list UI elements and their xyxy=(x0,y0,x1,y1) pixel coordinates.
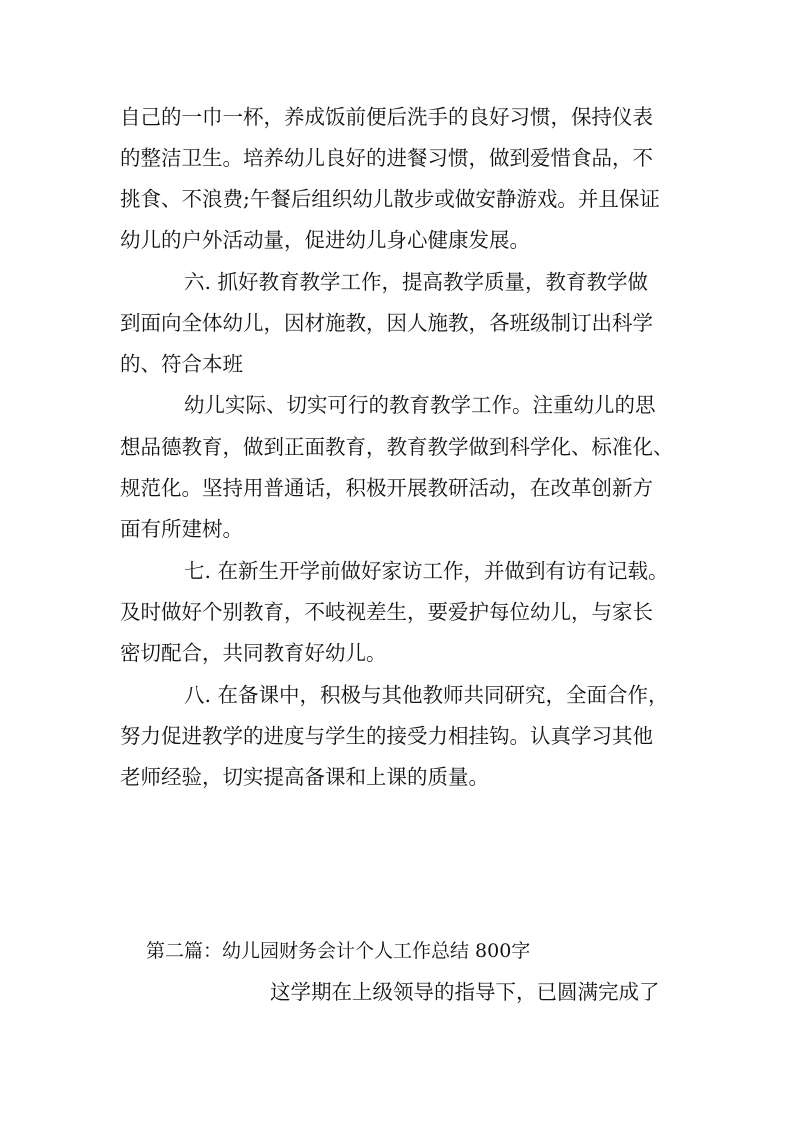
body-line: 规范化。坚持用普通话，积极开展教研活动，在改革创新方 xyxy=(120,476,653,500)
body-line: 面有所建树。 xyxy=(120,517,243,541)
body-line: 六. 抓好教育教学工作，提高教学质量，教育教学做 xyxy=(184,270,649,294)
body-line: 到面向全体幼儿，因材施教，因人施教，各班级制订出科学 xyxy=(120,311,653,335)
section-first-line: 这学期在上级领导的指导下，已圆满完成了 xyxy=(270,980,660,1004)
body-line: 幼儿的户外活动量，促进幼儿身心健康发展。 xyxy=(120,228,530,252)
body-line: 七. 在新生开学前做好家访工作，并做到有访有记载。 xyxy=(184,559,669,583)
body-line: 的整洁卫生。培养幼儿良好的进餐习惯，做到爱惜食品，不 xyxy=(120,146,653,170)
body-line: 八. 在备课中，积极与其他教师共同研究，全面合作， xyxy=(184,683,669,707)
body-line: 幼儿实际、切实可行的教育教学工作。注重幼儿的思 xyxy=(184,393,656,417)
body-line: 挑食、不浪费;午餐后组织幼儿散步或做安静游戏。并且保证 xyxy=(120,187,660,211)
body-line: 及时做好个别教育，不岐视差生，要爱护每位幼儿，与家长 xyxy=(120,600,653,624)
body-line: 老师经验，切实提高备课和上课的质量。 xyxy=(120,765,489,789)
body-line: 的、符合本班 xyxy=(120,352,243,376)
body-line: 努力促进教学的进度与学生的接受力相挂钩。认真学习其他 xyxy=(120,724,653,748)
body-line: 密切配合，共同教育好幼儿。 xyxy=(120,641,387,665)
body-line: 自己的一巾一杯，养成饭前便后洗手的良好习惯，保持仪表 xyxy=(120,105,653,129)
body-line: 想品德教育，做到正面教育，教育教学做到科学化、标准化、 xyxy=(120,435,674,459)
section-heading: 第二篇：幼儿园财务会计个人工作总结 800字 xyxy=(146,940,531,962)
